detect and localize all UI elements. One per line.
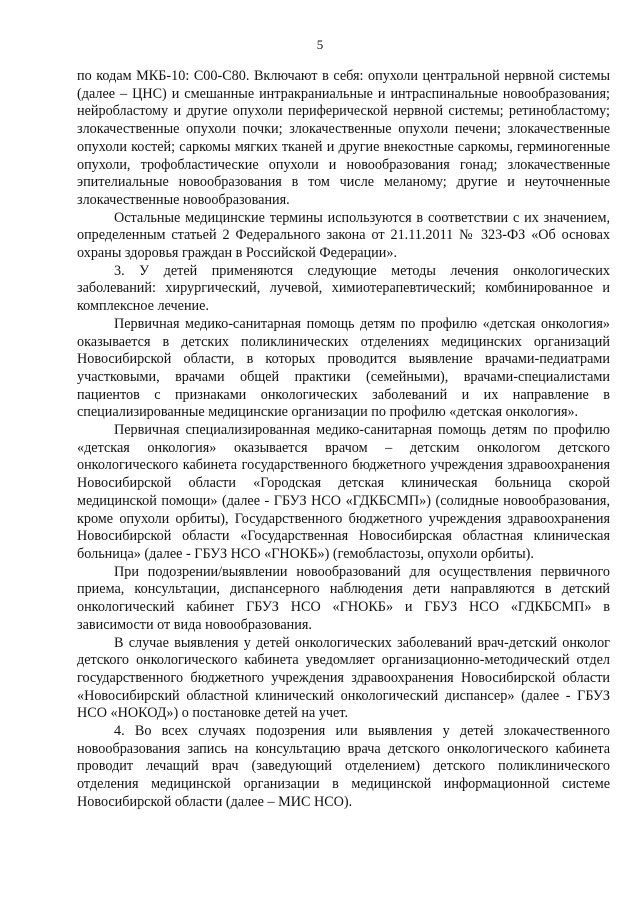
- paragraph-primary-care: Первичная медико-санитарная помощь детям по профилю «детская онкология» оказывается в детских поликлинических отделениях медицинских организаций Новосибирской области, в которых проводится выявление врачами-педиатрами участковыми, врачами общей практики (семейными), врачами-специалистами пациентов с признаками онкологических заболеваний и их направление в специализированные медицинские организации по профилю «детская онкология».: [77, 315, 610, 421]
- document-body: [77, 68, 610, 812]
- paragraph-disease-codes: по кодам МКБ-10: С00-С80. Включают в себя: опухоли центральной нервной системы (далее – ЦНС) и смешанные интракраниальные и интраспинальные новообразования; нейробластому и другие опухоли периферической нервной системы; ретинобластому; злокачественные опухоли почки; злокачественные опухоли печени; злокачественные опухоли костей; саркомы мягких тканей и другие внекостные саркомы, герминогенные опухоли, трофобластические опухоли и новообразования гонад; злокачественные эпителиальные новообразования в том числе меланому; другие и неуточненные злокачественные новообразования.: [77, 68, 610, 208]
- paragraph-specialized-care: Первичная специализированная медико-санитарная помощь детям по профилю «детская онкология» оказывается врачом – детским онкологом детского онкологического кабинета государственного бюджетного учреждения здравоохранения Новосибирской области «Городская детская клиническая больница скорой медицинской помощи» (далее - ГБУЗ НСО «ГДКБСМП») (солидные новообразования, кроме опухоли орбиты), Государственного бюджетного учреждения здравоохранения Новосибирской области «Государственная Новосибирская областная клиническая больница» (далее - ГБУЗ НСО «ГНОКБ») (гемобластозы, опухоли орбиты).: [77, 422, 610, 562]
- paragraph-medical-terms: Остальные медицинские термины используются в соответствии с их значением, определенным статьей 2 Федерального закона от 21.11.2011 № 323-ФЗ «Об основах охраны здоровья граждан в Российской Федерации».: [77, 209, 610, 262]
- paragraph-referral: При подозрении/выявлении новообразований для осуществления первичного приема, консультации, диспансерного наблюдения дети направляются в детский онкологический кабинет ГБУЗ НСО «ГНОКБ» и ГБУЗ НСО «ГДКБСМП» в зависимости от вида новообразования.: [77, 563, 610, 633]
- page-number: 5: [316, 37, 324, 52]
- paragraph-notification: В случае выявления у детей онкологических заболеваний врач-детский онколог детского онкологического кабинета уведомляет организационно-методический отдел государственного бюджетного учреждения здравоохранения Новосибирской области «Новосибирский областной клинический онкологический диспансер» (далее - ГБУЗ НСО «НОКОД») о постановке детей на учет.: [77, 634, 610, 722]
- paragraph-consultation-booking: 4. Во всех случаях подозрения или выявления у детей злокачественного новообразования запись на консультацию врача детского онкологического кабинета проводит лечащий врач (заведующий отделением) детского поликлинического отделения медицинской организации в медицинской информационной системе Новосибирской области (далее – МИС НСО).: [77, 723, 610, 810]
- paragraph-treatment-methods: 3. У детей применяются следующие методы лечения онкологических заболеваний: хирургический, лучевой, химиотерапевтический; комбинированное и комплексное лечение.: [77, 262, 610, 315]
